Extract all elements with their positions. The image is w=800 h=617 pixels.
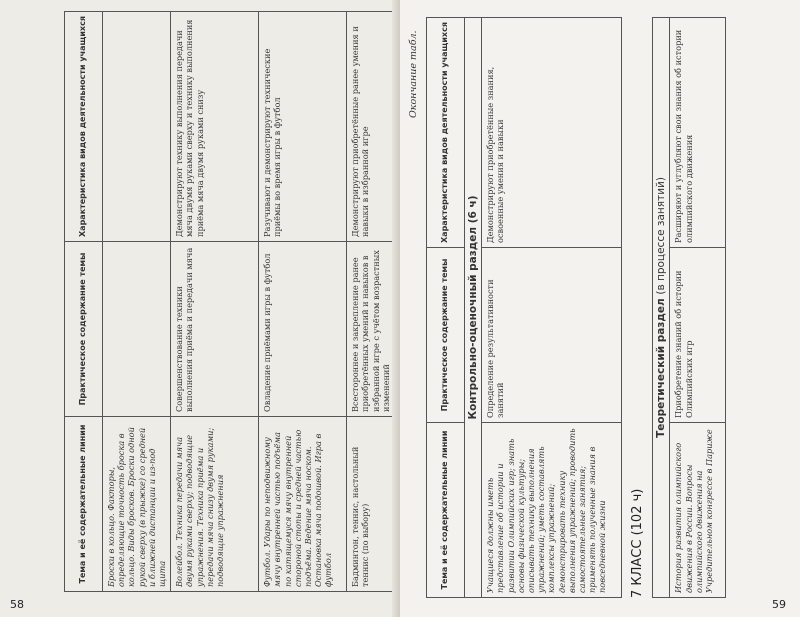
- table-row: [259, 12, 347, 592]
- practice-cell: Овладение приёмами игры в футбол: [259, 242, 347, 417]
- column-header: Характеристика видов деятельности учащихся: [427, 18, 465, 248]
- activity-cell: Демонстрируют технику выполнения передачи мяча двумя руками сверху и технику выполнения приёма мяча двумя руками снизу: [171, 12, 259, 242]
- topic-cell: Волейбол. Техника передачи мяча двумя руками сверху; подводящие упражнения. Техника приёма и передачи мяча снизу двумя руками; подводящие упражнения: [171, 417, 259, 592]
- topic-cell: Бадминтон, теннис, настольный теннис (по выбору): [347, 417, 405, 592]
- table-row: [171, 12, 259, 592]
- right-table-bottom: [652, 17, 726, 598]
- activity-cell: Демонстрируют приобретённые знания, освоенные умения и навыки: [482, 18, 622, 248]
- right-table-top: [426, 17, 622, 598]
- topic-cell: Учащиеся должны иметь представление об истории и развитии Олимпийских игр; знать основы физической культуры; описывать технику выполнения упражнений; уметь составлять комплексы упражнений; демонстрировать технику выполнения упражнений; проводить самостоятельные занятия; применять полученные знания в повседневной жизни: [482, 423, 622, 598]
- grade-heading-band: [622, 18, 652, 598]
- topic-cell: Футбол. Удары по неподвижному мячу внутренней частью подъёма по катящемуся мячу внутренней стороной стопы и средней частью подъёма. Ведение мяча носком. Остановка мяча подошвой. Игра в футбол: [259, 417, 347, 592]
- activity-cell: [103, 12, 171, 242]
- theory-section-note: (в процессе занятий): [655, 177, 668, 295]
- table-header-row: [427, 18, 465, 598]
- practice-cell: Определение результативности занятий: [482, 248, 622, 423]
- continuation-note-frame: [408, 18, 419, 118]
- table-header-row: [65, 12, 103, 592]
- table-row: [482, 18, 622, 598]
- page-number: 59: [772, 598, 786, 611]
- practice-cell: Всестороннее и закрепление ранее приобретённых умений и навыков в избранной игре с учётом возрастных изменений: [347, 242, 405, 417]
- section-row: [653, 17, 670, 597]
- grade-title: 7 КЛАСС (102 ч): [630, 488, 646, 598]
- topic-cell: История развития олимпийского движения в России. Вопросы олимпийского движения на Учредительном конгрессе в Париже: [670, 423, 726, 598]
- section-row: [465, 18, 482, 598]
- column-header: Практическое содержание темы: [427, 248, 465, 423]
- practice-cell: [103, 242, 171, 417]
- theory-section-heading: [653, 17, 670, 597]
- column-header: Тема и её содержательные линии: [65, 417, 103, 592]
- column-header: Характеристика видов деятельности учащихся: [65, 12, 103, 242]
- activity-cell: Демонстрируют приобретённые ранее умения и навыки в избранной игре: [347, 12, 405, 242]
- right-page: [400, 0, 800, 617]
- column-header: Тема и её содержательные линии: [427, 423, 465, 598]
- table-row: [670, 17, 726, 597]
- practice-cell: Приобретение знаний об истории Олимпийских игр: [670, 248, 726, 423]
- continuation-note: Окончание табл.: [408, 30, 419, 118]
- table-row: [103, 12, 171, 592]
- theory-section-title: Теоретический раздел: [655, 298, 668, 438]
- activity-cell: Разучивают и демонстрируют технические приёмы во время игры в футбол: [259, 12, 347, 242]
- topic-cell: Броски в кольцо. Факторы, определяющие точность броска в кольцо. Виды бросков. Броски одной рукой сверху (в прыжке) со средней и ближней дистанции и из-под щита: [103, 417, 171, 592]
- activity-cell: Расширяют и углубляют свои знания об истории олимпийского движения: [670, 17, 726, 247]
- right-rotated-table-frame: [426, 18, 756, 598]
- column-header: Практическое содержание темы: [65, 242, 103, 417]
- practice-cell: Совершенствование техники выполнения приёма и передачи мяча: [171, 242, 259, 417]
- left-table: [64, 11, 405, 592]
- page-number: 58: [10, 598, 24, 611]
- left-rotated-table-frame: [64, 12, 391, 592]
- control-section-title: Контрольно-оценочный раздел (6 ч): [465, 18, 482, 598]
